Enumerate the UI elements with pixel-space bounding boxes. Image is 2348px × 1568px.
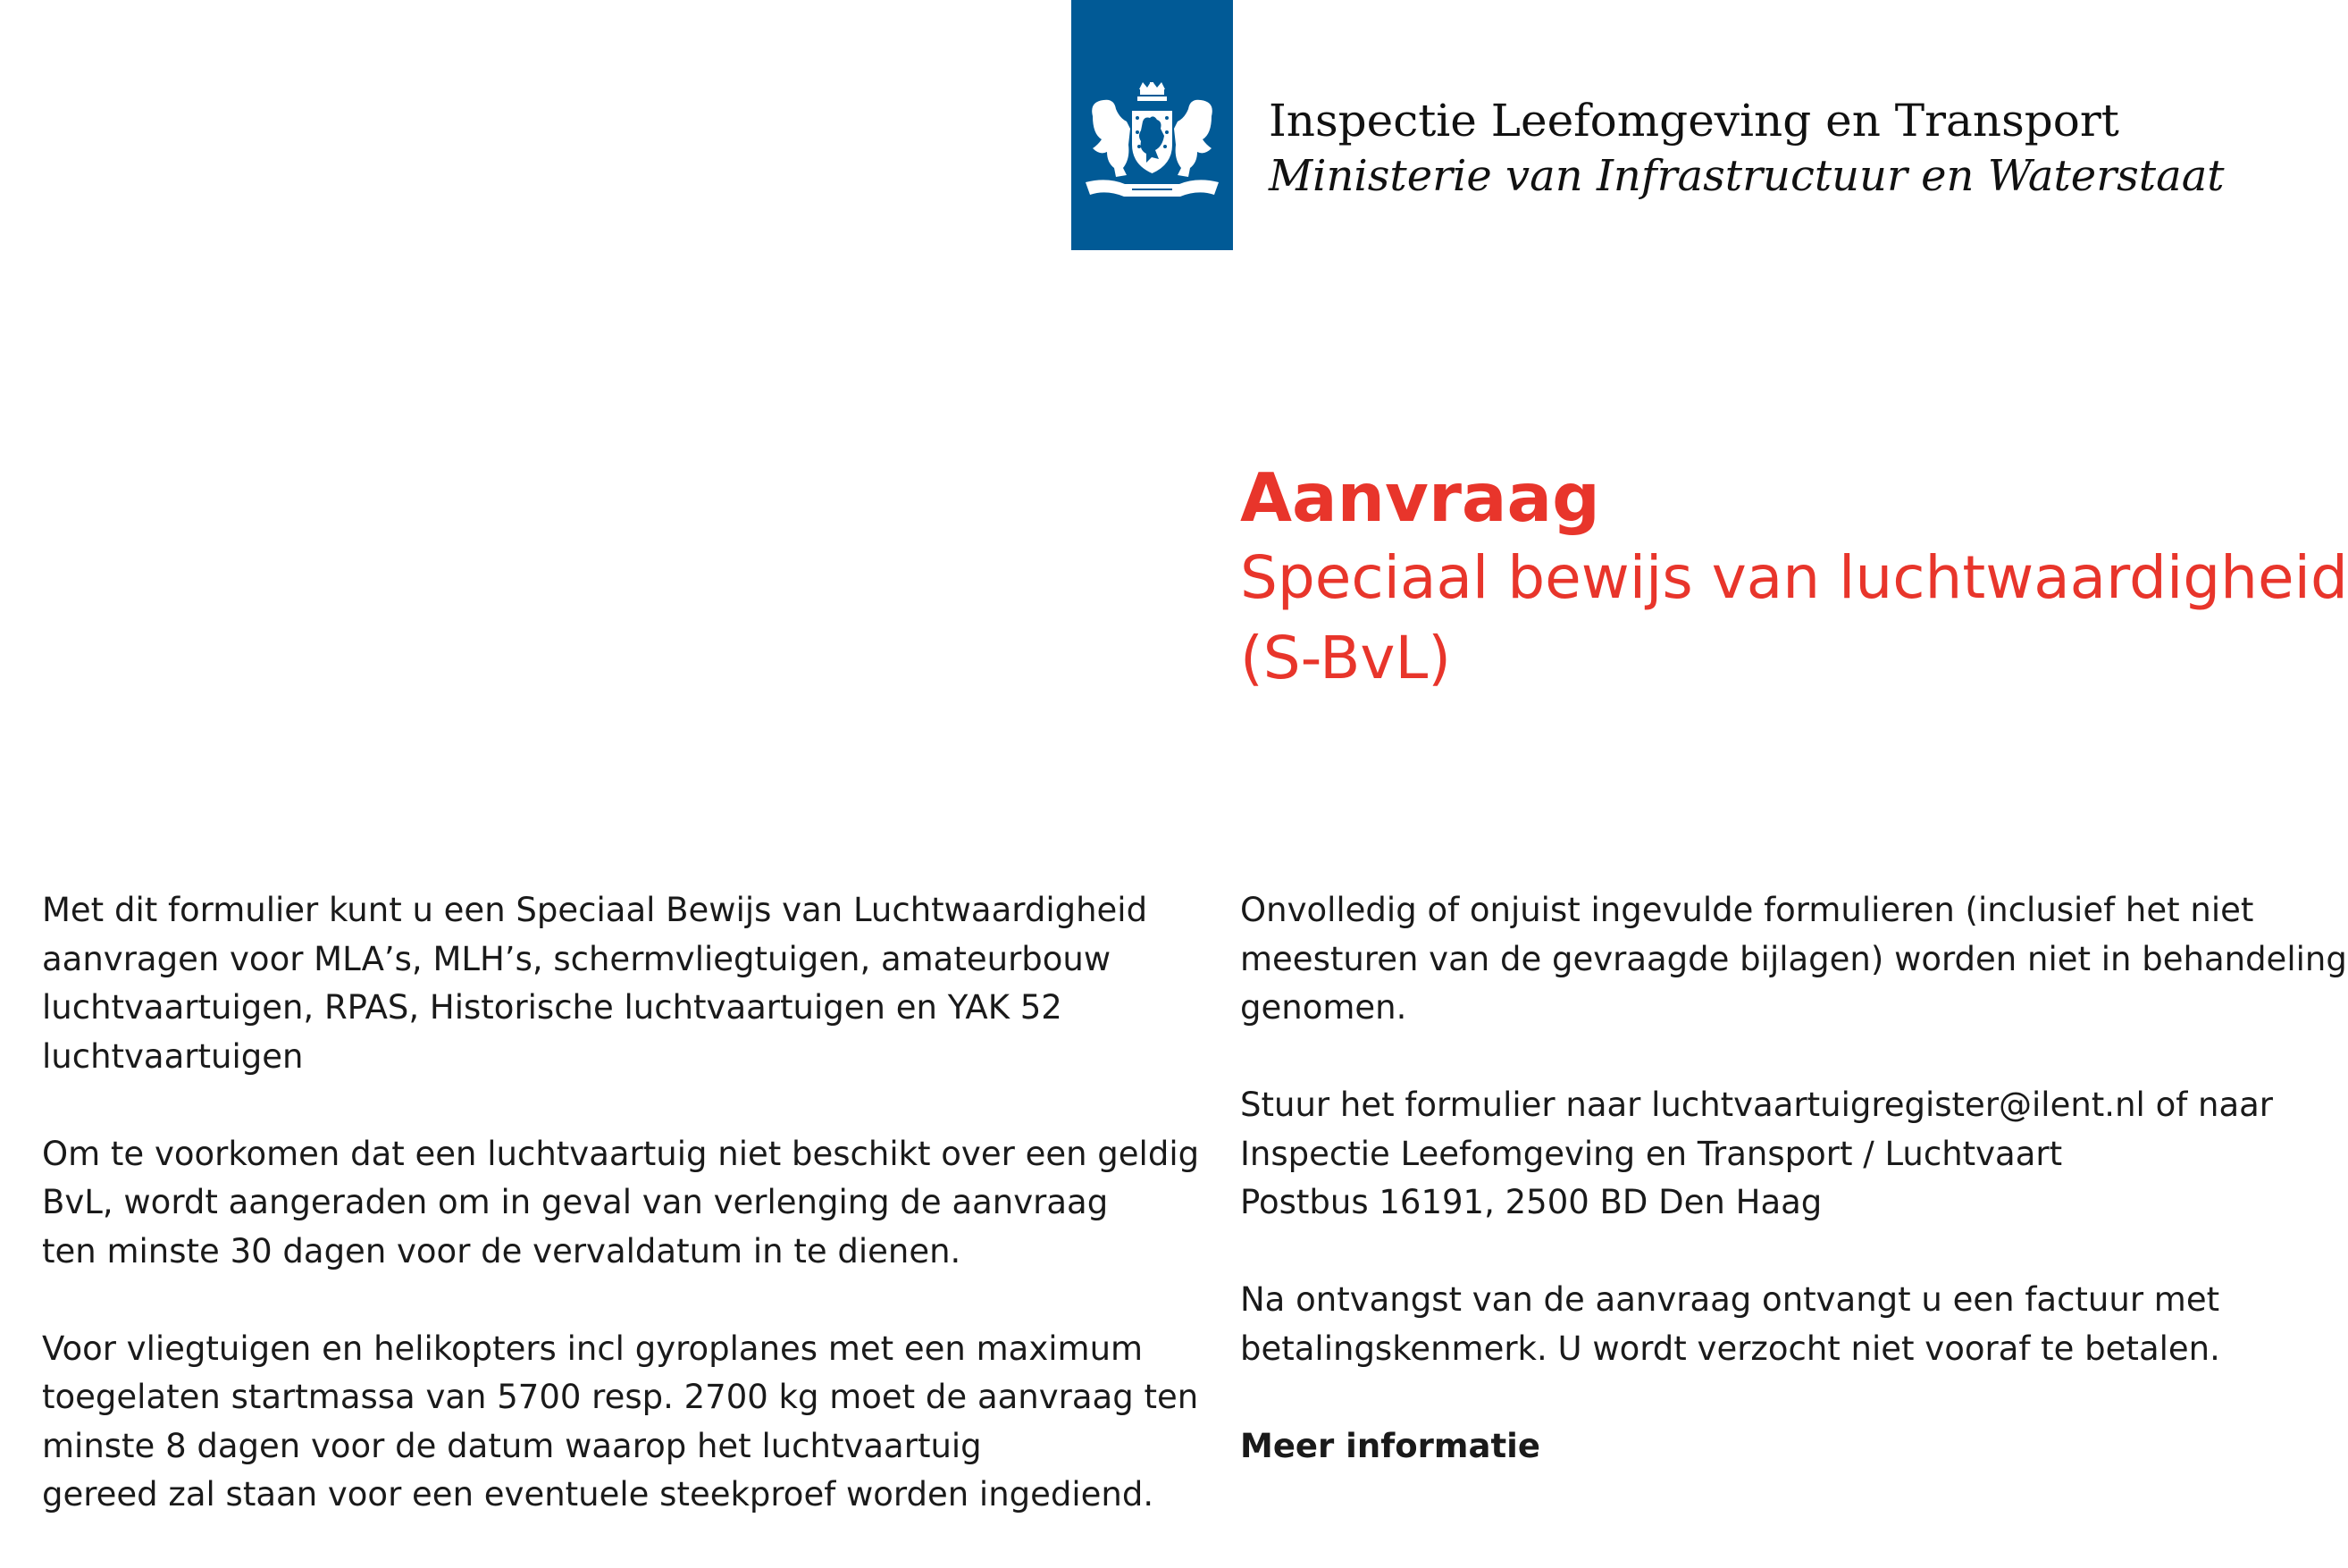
send-form-paragraph: [1240, 1081, 2347, 1228]
text-line: minste 8 dagen voor de datum waarop het luchtvaartuig: [42, 1426, 982, 1465]
document-title: Aanvraag: [1240, 458, 1600, 537]
subtitle-line: Speciaal bewijs van luchtwaardigheid: [1240, 543, 2348, 612]
text-line: Voor vliegtuigen en helikopters incl gyroplanes met een maximum: [42, 1329, 1144, 1368]
coat-of-arms-icon: [1080, 82, 1224, 209]
logo-block: [1071, 0, 1233, 250]
aircraft-paragraph: [42, 1325, 1199, 1520]
text-line: Met dit formulier kunt u een Speciaal Bewijs van Luchtwaardigheid: [42, 891, 1148, 929]
text-line: toegelaten startmassa van 5700 resp. 2700 kg moet de aanvraag ten: [42, 1378, 1199, 1416]
incomplete-forms-paragraph: [1240, 886, 2347, 1033]
organization-name: Inspectie Leefomgeving en Transport: [1269, 95, 2119, 147]
text-line: Om te voorkomen dat een luchtvaartuig niet beschikt over een geldig: [42, 1134, 1200, 1173]
intro-paragraph: [42, 886, 1199, 1081]
text-line: gereed zal staan voor een eventuele steekproef worden ingediend.: [42, 1475, 1154, 1513]
text-line: aanvragen voor MLA’s, MLH’s, schermvliegtuigen, amateurbouw: [42, 939, 1111, 978]
ministry-name: Ministerie van Infrastructuur en Waterstaat: [1269, 151, 2225, 201]
document-title-block: [1240, 457, 2348, 699]
address-line: Postbus 16191, 2500 BD Den Haag: [1240, 1183, 1823, 1221]
right-column: [1240, 886, 2347, 1471]
text-line: Na ontvangst van de aanvraag ontvangt u een factuur met: [1240, 1280, 2220, 1319]
text-line: BvL, wordt aangeraden om in geval van verlenging de aanvraag: [42, 1183, 1109, 1221]
left-column: [42, 886, 1199, 1568]
document-subtitle: [1240, 538, 2348, 699]
address-line: Inspectie Leefomgeving en Transport / Luchtvaart: [1240, 1134, 2063, 1173]
text-line: ten minste 30 dagen voor de vervaldatum in te dienen.: [42, 1231, 961, 1270]
organization-block: [1269, 93, 2225, 204]
more-info-heading: Meer informatie: [1240, 1426, 1540, 1465]
text-line: luchtvaartuigen, RPAS, Historische luchtvaartuigen en YAK 52: [42, 988, 1062, 1027]
text-line: Onvolledig of onjuist ingevulde formulieren (inclusief het niet: [1240, 891, 2254, 929]
text-line: Stuur het formulier naar luchtvaartuigregister@ilent.nl of naar: [1240, 1086, 2273, 1124]
text-line: betalingskenmerk. U wordt verzocht niet vooraf te betalen.: [1240, 1329, 2220, 1368]
text-line: luchtvaartuigen: [42, 1036, 304, 1076]
subtitle-line: (S-BvL): [1240, 624, 1451, 692]
renewal-paragraph: [42, 1130, 1199, 1277]
text-line: genomen.: [1240, 988, 1407, 1027]
text-line: meesturen van de gevraagde bijlagen) worden niet in behandeling: [1240, 939, 2347, 978]
invoice-paragraph: [1240, 1276, 2347, 1373]
